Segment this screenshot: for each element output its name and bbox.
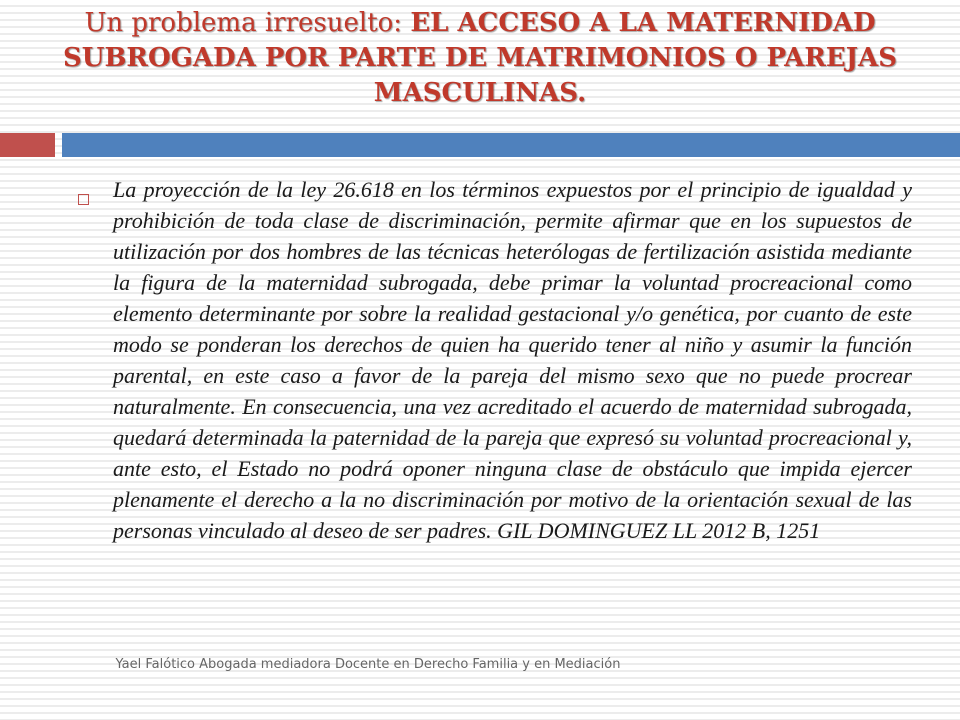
slide-title [40, 6, 920, 111]
title-main: EL ACCESO A LA MATERNIDAD SUBROGADA POR PARTE DE MATRIMONIOS O PAREJAS MASCULINAS. [63, 8, 897, 108]
slide-footer: Yael Falótico Abogada mediadora Docente en Derecho Familia y en Mediación [115, 657, 621, 672]
square-bullet-icon [78, 194, 89, 205]
accent-bar-blue [62, 133, 960, 157]
title-lead: Un problema irresuelto: [84, 8, 411, 38]
bullet-paragraph: La proyección de la ley 26.618 en los términos expuestos por el principio de igualdad y prohibición de toda clase de discriminación, permite afirmar que en los supuestos de utilización por dos hombres de las técnicas heterólogas de fertilización asistida mediante la figura de la maternidad subrogada, debe primar la voluntad procreacional como elemento determinante por sobre la realidad gestacional y/o genética, por cuanto de este modo se ponderan los derechos de quien ha querido tener al niño y asumir la función parental, en este caso a favor de la pareja del mismo sexo que no puede procrear naturalmente. En consecuencia, una vez acreditado el acuerdo de maternidad subrogada, quedará determinada la paternidad de la pareja que expresó su voluntad procreacional y, ante esto, el Estado no podrá oponer ninguna clase de obstáculo que impida ejercer plenamente el derecho a la no discriminación por motivo de la orientación sexual de las personas vinculado al deseo de ser padres. GIL DOMINGUEZ LL 2012 B, 1251 [113, 177, 912, 543]
accent-bar-red [0, 133, 55, 157]
